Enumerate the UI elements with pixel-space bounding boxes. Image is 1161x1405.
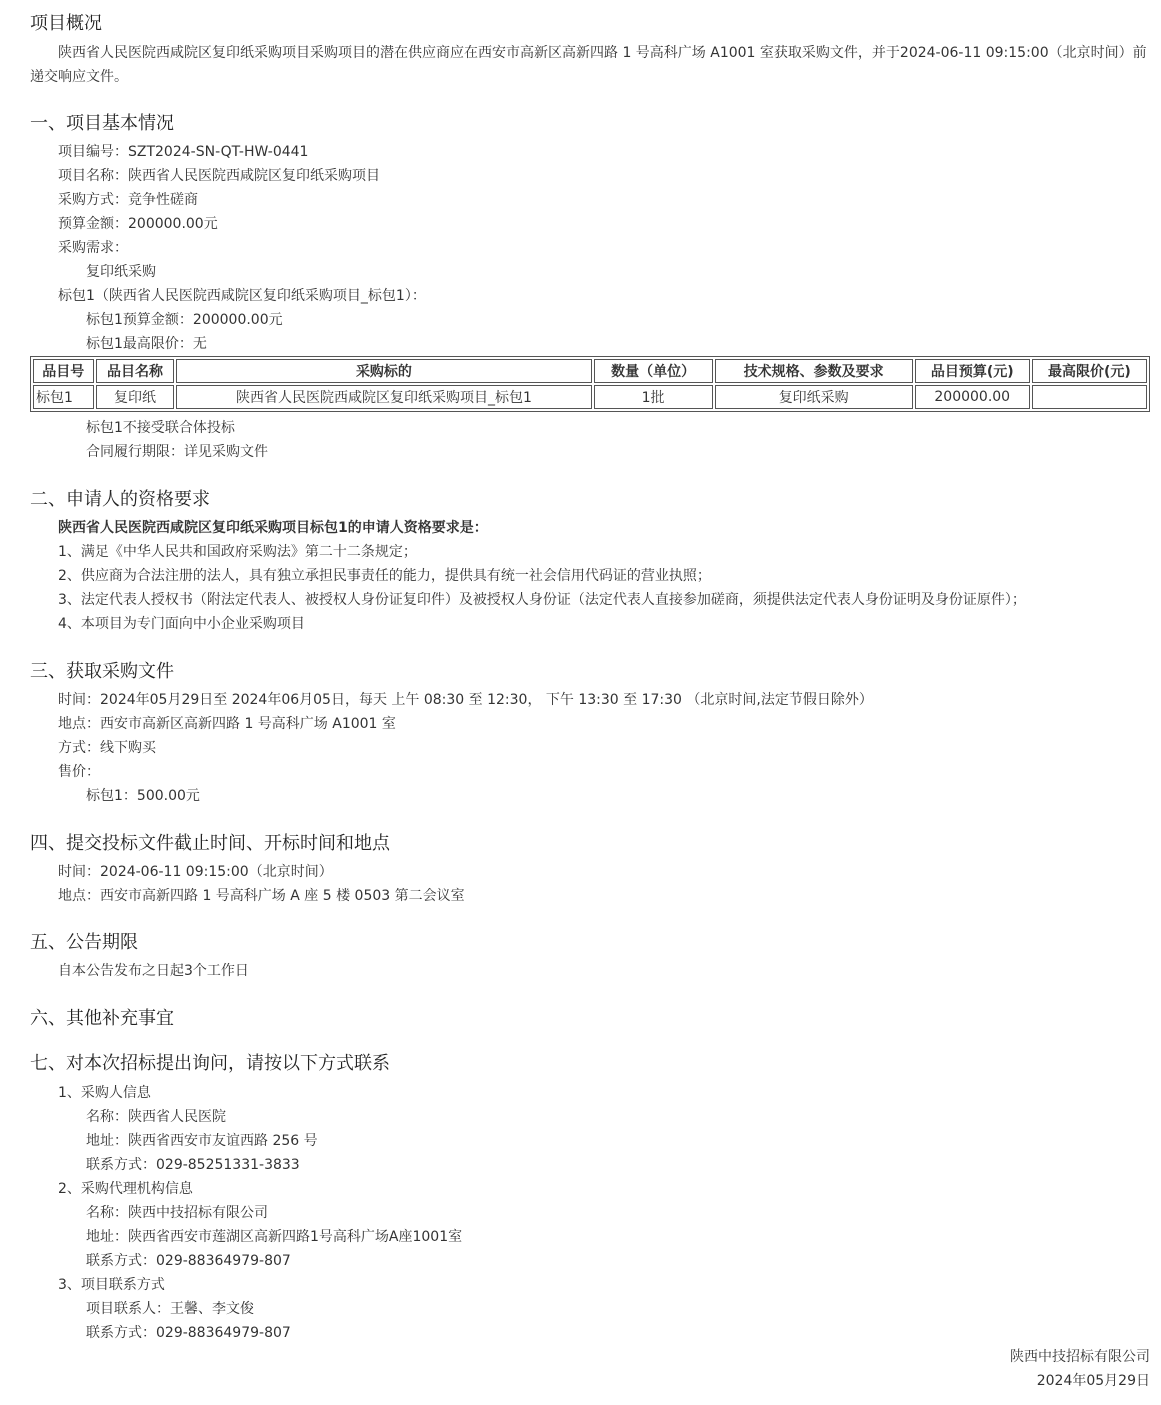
section5-title: 五、公告期限	[30, 932, 138, 953]
lot-title: 标包1（陕西省人民医院西咸院区复印纸采购项目_标包1）：	[58, 288, 426, 304]
no-consortium: 标包1不接受联合体投标	[86, 420, 235, 436]
document-price-label: 售价：	[58, 764, 100, 780]
qualification-item: 3、法定代表人授权书（附法定代表人、被授权人身份证复印件）及被授权人身份证（法定代表人直接参加磋商，须提供法定代表人身份证明及身份证原件）；	[58, 592, 1026, 608]
section7-body	[30, 1081, 1150, 1345]
purchase-method: 采购方式：竞争性磋商	[58, 192, 198, 208]
table-row	[33, 385, 1147, 409]
buyer-name: 名称：陕西省人民医院	[86, 1109, 226, 1125]
project-contact-title: 3、项目联系方式	[58, 1277, 165, 1293]
buyer-info-title: 1、采购人信息	[58, 1085, 151, 1101]
document-method: 方式：线下购买	[58, 740, 156, 756]
cell-budget: 200000.00	[915, 385, 1030, 409]
notice-period: 自本公告发布之日起3个工作日	[58, 963, 249, 979]
section2-body	[30, 516, 1150, 636]
cell-quantity: 1批	[594, 385, 713, 409]
cell-subject: 陕西省人民医院西咸院区复印纸采购项目_标包1	[176, 385, 591, 409]
agent-address: 地址：陕西省西安市莲湖区高新四路1号高科广场A座1001室	[86, 1229, 463, 1245]
header-cell: 品目预算(元)	[915, 359, 1030, 383]
agent-info-title: 2、采购代理机构信息	[58, 1181, 193, 1197]
qualification-item: 4、本项目为专门面向中小企业采购项目	[58, 616, 305, 632]
lot-budget: 标包1预算金额：200000.00元	[86, 312, 283, 328]
demand-text: 复印纸采购	[86, 264, 156, 280]
section5-body	[30, 959, 1150, 983]
section1-body	[30, 140, 1150, 356]
lot-max-price: 标包1最高限价：无	[86, 336, 207, 352]
header-cell: 数量（单位）	[594, 359, 713, 383]
buyer-contact: 联系方式：029-85251331-3833	[86, 1157, 300, 1173]
cell-item-name: 复印纸	[96, 385, 175, 409]
project-contact-person: 项目联系人：王馨、李文俊	[86, 1301, 254, 1317]
section1-title: 一、项目基本情况	[30, 113, 174, 134]
header-cell: 品目号	[33, 359, 94, 383]
opening-place: 地点：西安市高新四路 1 号高科广场 A 座 5 楼 0503 第二会议室	[58, 888, 465, 904]
project-number: 项目编号：SZT2024-SN-QT-HW-0441	[58, 144, 309, 160]
agent-contact: 联系方式：029-88364979-807	[86, 1253, 291, 1269]
signature-date: 2024年05月29日	[1036, 1373, 1150, 1389]
header-cell: 采购标的	[176, 359, 591, 383]
section6-title: 六、其他补充事宜	[30, 1008, 174, 1029]
demand-label: 采购需求：	[58, 240, 128, 256]
section2-title: 二、申请人的资格要求	[30, 489, 210, 510]
header-cell: 最高限价(元)	[1032, 359, 1147, 383]
overview-text: 陕西省人民医院西咸院区复印纸采购项目采购项目的潜在供应商应在西安市高新区高新四路 1 号高科广场 A1001 室获取采购文件，并于2024-06-11 09:15:00（北京时间）前递交响应文件。	[30, 45, 1147, 85]
header-cell: 技术规格、参数及要求	[715, 359, 913, 383]
items-table	[30, 356, 1150, 412]
deadline-time: 时间：2024-06-11 09:15:00（北京时间）	[58, 864, 333, 880]
agent-name: 名称：陕西中技招标有限公司	[86, 1205, 268, 1221]
document-price: 标包1：500.00元	[86, 788, 200, 804]
buyer-address: 地址：陕西省西安市友谊西路 256 号	[86, 1133, 318, 1149]
cell-spec: 复印纸采购	[715, 385, 913, 409]
section1-after-table	[30, 416, 1150, 464]
section4-body	[30, 860, 1150, 908]
project-name: 项目名称：陕西省人民医院西咸院区复印纸采购项目	[58, 168, 380, 184]
qualification-subtitle: 陕西省人民医院西咸院区复印纸采购项目标包1的申请人资格要求是：	[58, 520, 488, 536]
document-place: 地点：西安市高新区高新四路 1 号高科广场 A1001 室	[58, 716, 396, 732]
section4-title: 四、提交投标文件截止时间、开标时间和地点	[30, 833, 390, 854]
signature-company: 陕西中技招标有限公司	[1010, 1349, 1150, 1365]
project-contact-phone: 联系方式：029-88364979-807	[86, 1325, 291, 1341]
table-header-row	[33, 359, 1147, 383]
section3-body	[30, 688, 1150, 808]
cell-item-no: 标包1	[33, 385, 94, 409]
qualification-item: 2、供应商为合法注册的法人，具有独立承担民事责任的能力，提供具有统一社会信用代码证的营业执照；	[58, 568, 711, 584]
section3-title: 三、获取采购文件	[30, 661, 174, 682]
contract-period: 合同履行期限：详见采购文件	[86, 444, 268, 460]
overview-title: 项目概况	[30, 13, 102, 34]
header-cell: 品目名称	[96, 359, 175, 383]
cell-max-price	[1032, 385, 1147, 409]
document-time: 时间：2024年05月29日至 2024年06月05日，每天 上午 08:30 至 12:30， 下午 13:30 至 17:30 （北京时间,法定节假日除外）	[58, 692, 873, 708]
budget-amount: 预算金额：200000.00元	[58, 216, 218, 232]
qualification-item: 1、满足《中华人民共和国政府采购法》第二十二条规定；	[58, 544, 417, 560]
section7-title: 七、对本次招标提出询问，请按以下方式联系	[30, 1053, 390, 1074]
